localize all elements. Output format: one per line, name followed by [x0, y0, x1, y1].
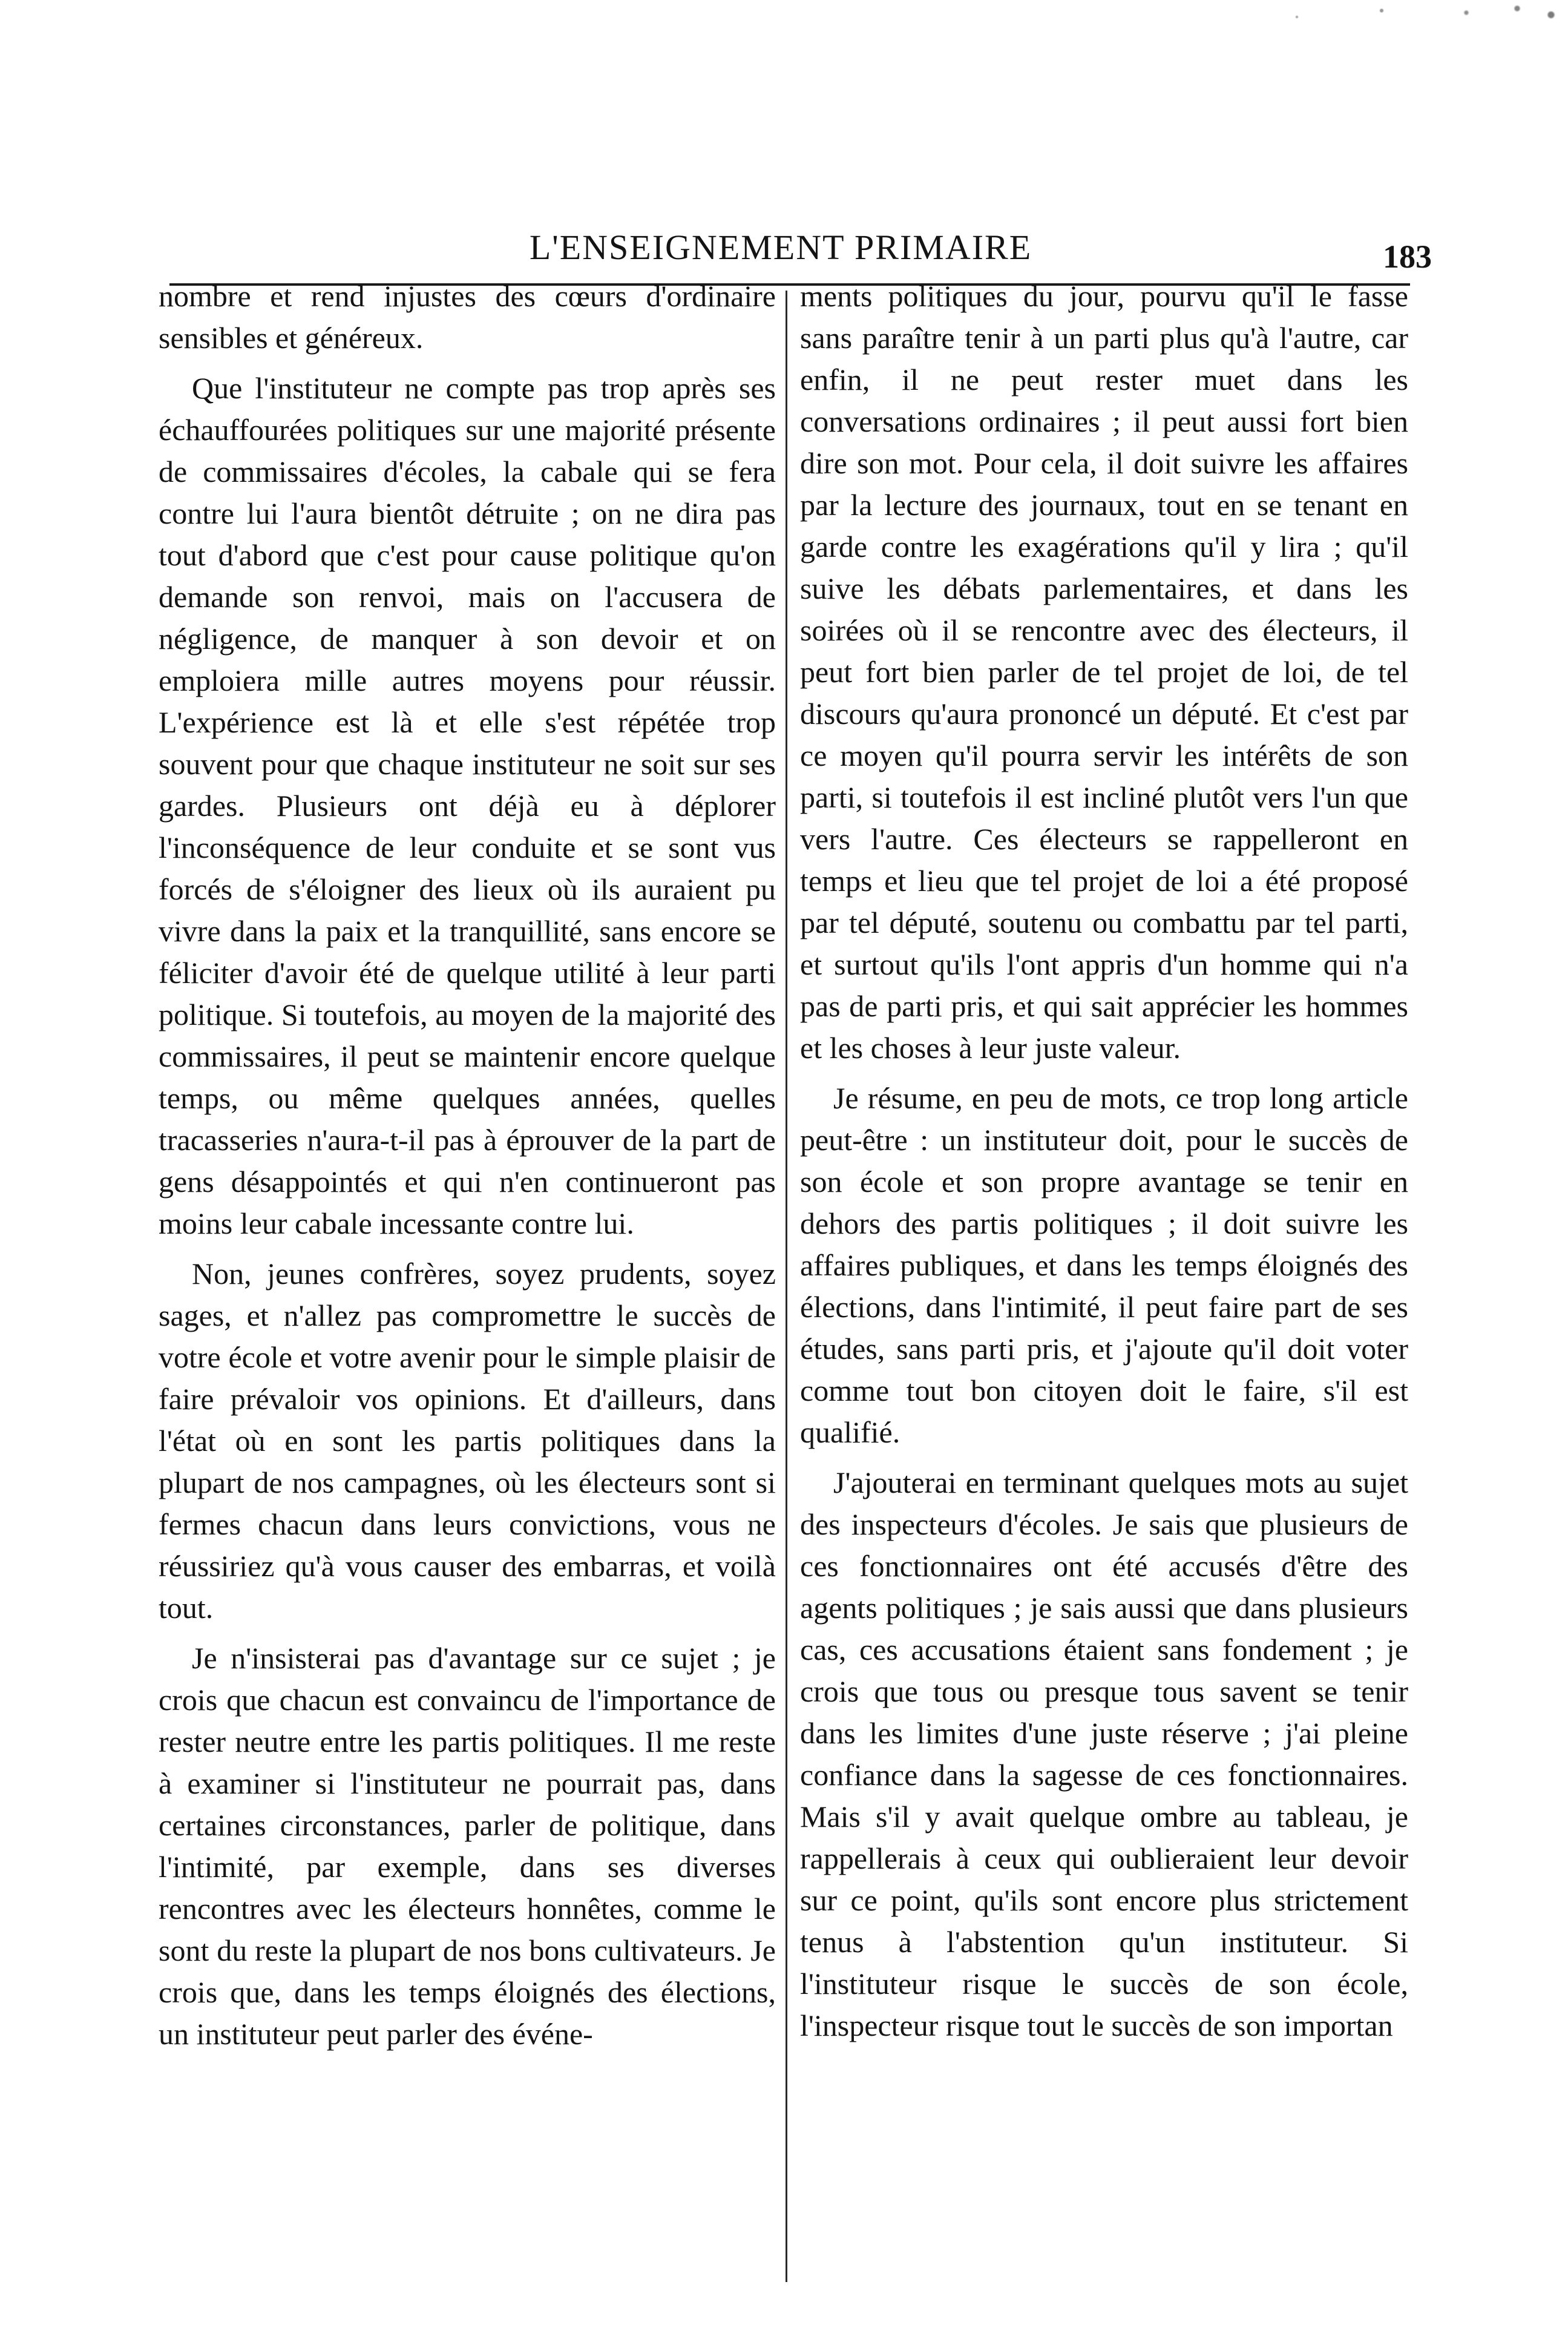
right-column: [800, 275, 1408, 2055]
paragraph: Je n'insisterai pas d'avantage sur ce sujet ; je crois que chacun est convaincu de l'importance de rester neutre entre les partis politiques. Il me reste à examiner si l'instituteur ne pourrait pas, dans certaines circonstances, parler de politique, dans l'intimité, par exemple, dans ses diverses rencontres avec les électeurs honnêtes, comme le sont du reste la plupart de nos bons cultivateurs. Je crois que, dans les temps éloignés des élections, un instituteur peut parler des événe-: [159, 1641, 776, 2051]
paragraph: J'ajouterai en terminant quelques mots au sujet des inspecteurs d'écoles. Je sais que plusieurs de ces fonctionnaires ont été accusés d'être des agents politiques ; je sais aussi que dans plusieurs cas, ces accusations étaient sans fondement ; je crois que tous ou presque tous savent se tenir dans les limites d'une juste réserve ; j'ai pleine confiance dans la sagesse de ces fonctionnaires. Mais s'il y avait quelque ombre au tableau, je rappellerais à ceux qui oublieraient leur devoir sur ce point, qu'ils sont encore plus strictement tenus à l'abstention qu'un instituteur. Si l'instituteur risque le succès de son école, l'inspecteur risque tout le succès de son importan: [800, 1465, 1408, 2042]
paragraph: Que l'instituteur ne compte pas trop après ses échauffourées politiques sur une majorité présente de commissaires d'écoles, la cabale qui se fera contre lui l'aura bientôt détruite ; on ne dira pas tout d'abord que c'est pour cause politique qu'on demande son renvoi, mais on l'accusera de négligence, de manquer à son devoir et on emploiera mille autres moyens pour réussir. L'expérience est là et elle s'est répétée trop souvent pour que chaque instituteur ne soit sur ses gardes. Plusieurs ont déjà eu à déplorer l'inconséquence de leur conduite et se sont vus forcés de s'éloigner des lieux où ils auraient pu vivre dans la paix et la tranquillité, sans encore se féliciter d'avoir été de quelque utilité à leur parti politique. Si toutefois, au moyen de la majorité des commissaires, il peut se maintenir encore quelque temps, ou même quelques années, quelles tracasseries n'aura-t-il pas à éprouver de la part de gens désappointés et qui n'en continueront pas moins leur cabale incessante contre lui.: [159, 371, 776, 1240]
paragraph: nombre et rend injustes des cœurs d'ordinaire sensibles et généreux.: [159, 279, 776, 355]
scan-speckle: [1229, 0, 1568, 42]
left-column: [159, 275, 776, 2064]
paragraph: Je résume, en peu de mots, ce trop long article peut-être : un instituteur doit, pour le succès de son école et son propre avantage se tenir en dehors des partis politiques ; il doit suivre les affaires publiques, et dans les temps éloignés des élections, dans l'intimité, il peut faire part de ses études, sans parti pris, et j'ajoute qu'il doit voter comme tout bon citoyen doit le faire, s'il est qualifié.: [800, 1081, 1408, 1449]
running-head: [0, 227, 1568, 275]
paragraph: Non, jeunes confrères, soyez prudents, soyez sages, et n'allez pas compromettre le succès de votre école et votre avenir pour le simple plaisir de faire prévaloir vos opinions. Et d'ailleurs, dans l'état où en sont les partis politiques dans la plupart de nos campagnes, où les électeurs sont si fermes chacun dans leurs convictions, vous ne réussiriez qu'à vous causer des embarras, et voilà tout.: [159, 1257, 776, 1625]
column-divider: [786, 291, 787, 2282]
page-number: 183: [1383, 238, 1432, 275]
paragraph: ments politiques du jour, pourvu qu'il le fasse sans paraître tenir à un parti plus qu'à l'autre, car enfin, il ne peut rester muet dans les conversations ordinaires ; il peut aussi fort bien dire son mot. Pour cela, il doit suivre les affaires par la lecture des journaux, tout en se tenant en garde contre les exagérations qu'il y lira ; qu'il suive les débats parlementaires, et dans les soirées où il se rencontre avec des électeurs, il peut fort bien parler de tel projet de loi, de tel discours qu'aura prononcé un député. Et c'est par ce moyen qu'il pourra servir les intérêts de son parti, si toutefois il est incliné plutôt vers l'un que vers l'autre. Ces électeurs se rappelleront en temps et lieu que tel projet de loi a été proposé par tel député, soutenu ou combattu par tel parti, et surtout qu'ils l'ont appris d'un homme qui n'a pas de parti pris, et qui sait apprécier les hommes et les choses à leur juste valeur.: [800, 279, 1408, 1065]
running-title: L'ENSEIGNEMENT PRIMAIRE: [529, 228, 1032, 267]
